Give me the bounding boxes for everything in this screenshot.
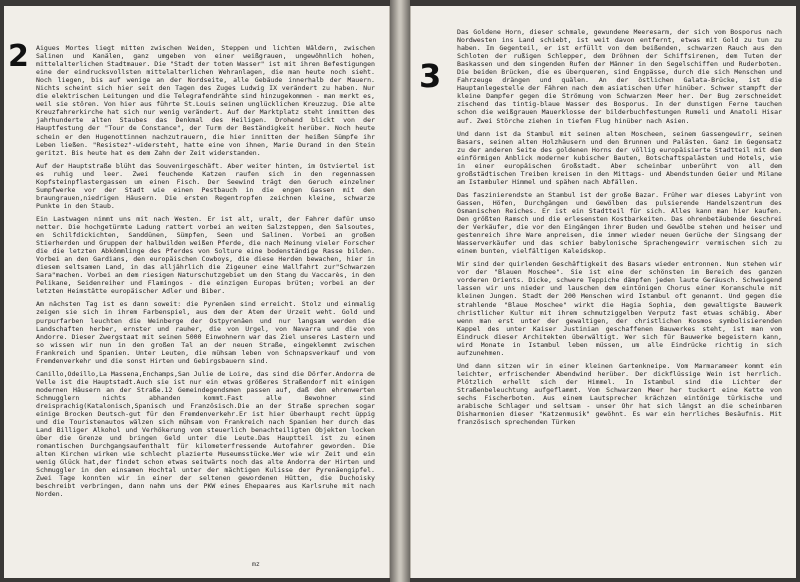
paragraph: Am nächsten Tag ist es dann soweit: die Pyrenäen sind erreicht. Stolz und einmalig zeigen sie sich in ihrem Farbenspiel, aus dem der Atem der Urzeit weht. Gold und purpurfarben leuchten die Weinberge der Ostpyrenäen und nur langsam werden die Landschaften herber, ernster und rauher, die von Urgel, von Navarra und die von Andorre. Dieser Zwergstaat mit seinen 5000 Einwohnern war das Ziel unseres Lastern und so wissen wir nun in den großen Tal an der neuen Straße, eingeklemmt zwischen Frankreich und Spanien. Unter Leuten, die mühsam leben von Schnapsverkauf und vom Fremdenverkehr und die sonst Hirten und Gebirgsbauern sind. — [36, 300, 375, 365]
book-gutter — [390, 0, 410, 582]
right-page — [410, 6, 796, 578]
left-page — [4, 6, 390, 578]
paragraph: Das faszinierendste an Stambul ist der große Bazar. Früher war dieses Labyrint von Gassen, Höfen, Durchgängen und Gewölben das pulsierende Handelszentrum des Osmanischen Reiches. Er ist ein Stadtteil für sich. Alles kann man hier kaufen. Den größten Ramsch und die erlesensten Kostbarkeiten. Das ohrenbetäubende Geschrei der Verkäufer, die vor den Eingängen ihrer Buden und Gewölbe stehen und heiser und gestenreich ihre Ware anpreisen, die immer wieder neuen Gerüche der Singsang der Wasserverkäufer und das schier babylonische Sprachengewirr vermischen sich zu einem bunten, vielfältigen Kaleidskop. — [457, 190, 782, 256]
paragraph: Aigues Mortes liegt mitten zwischen Weiden, Steppen und lichten Wäldern, zwischen Salinen und Kanälen, ganz umgeben von einer weißgrauen, ungewöhnlich hohen, mittelalterlichen Stadtmauer. Die "Stadt der toten Wasser" ist mit ihren Befestigungen eine der eindrucksvollsten mittelalterlichen Wehranlagen, die man heute noch sieht. Noch liegen, bis auf wenige an der Nordseite, alle Gebäude innerhalb der Mauern. Nichts scheint sich hier seit den Tagen des Zuges Ludwig IX verändert zu haben. Nur die elektrischen Leitungen und die Telegrafendrähte sind hinzugekommen - man merkt es, weil sie stören. Von hier aus führte St.Louis seinen unglücklichen Kreuzzug. Die alte Kreuzfahrerkirche hat sich nur wenig verändert. Auf der Marktplatz steht inmitten des jahrhunderte alten Staubes das Denkmal des Heiligen. Drohend blickt von der Hauptfestung der "Tour de Constance", der Turm der Beständigkeit herüber. Noch heute schein er den Hugenottinnen nachzutrauern, die hier innitten der heißen Sümpfe ihr Leben ließen. "Resistez"-widersteht, hatte eine von ihnen, Marie Durand in den Stein geritzt. Bis heute hat es dem Zahn der Zeit widerstanden. — [36, 44, 375, 157]
page-number-left: 2 — [8, 39, 29, 74]
paragraph: Das Goldene Horn, dieser schmale, gewundene Meeresarm, der sich vom Bosporus nach Nordwesten ins Land schiebt, ist weit davon entfernt, etwas mit Gold zu tun zu haben. Im Gegenteil, er ist erfüllt von dem beißenden, schwarzen Rauch aus den Schloten der rußigen Schlepper, dem Dröhnen der Schiffsirenen, dem Tuten der Baskassen und dem singenden Rufen der Männer in den Segelschiffen und Ruderboten. Die beiden Brücken, die es überqueren, sind Engpässe, durch die sich Menschen und Fahrzeuge drängen und quälen. An der östlichen Galata-Brücke, ist die Hauptanlegestelle der Fähren nach dem asiatischen Ufer hinüber. Schwer stampft der kleine Dampfer gegen die Strömung vom Schwarzen Meer her. Der Bug zerschneidet zischend das tintig-blaue Wasser des Bosporus. In der dunstigen Ferne tauchen schon die weißgrauen Mauerklosse der bilderbuchfestungen Rumeli und Anatoli Hisar auf. Zwei Störche ziehen in tiefem Flug hinüber nach Asien. — [457, 28, 782, 125]
left-text-column — [36, 44, 375, 504]
paragraph: Ein Lastwagen nimmt uns mit nach Westen. Er ist alt, uralt, der Fahrer dafür umso netter. Die hochgetürmte Ladung rattert vorbei an weiten Salzsteppen, den Salsoutes, en Schilfdickichten, Sanddünen, Sümpfen, Seen und Salinen. Vorbei an großen Stierherden und Gruppen der halbwilden weißen Pferde, die nach Meinung vieler Forscher die die letzten Abkömmlinge des Pferdes von Solture eine bodenständige Rasse bilden. Vorbei an den Gardians, den europäischen Cowboys, die diese Herden bewachen, hier in diesem seltsamen Land, in das alljährlich die Zigeuner eine Wallfahrt zur"Schwarzen Sara"machen. Vorbei an dem riesigen Naturschutzgebiet um den Stang du Vaccarès, in den Pelikane, Seidenreiher und Flamingos - die einzigen Europas brüten; vorbei an der letzten Heimstätte europäischer Adler und Biber. — [36, 214, 375, 296]
paragraph: Und dann sitzen wir in einer kleinen Gartenkneipe. Vom Marmarameer kommt ein leichter, erfrischender Abendwind herüber. Der dickflüssige Wein ist herrlich. Plötzlich erhellt sich der Himmel. In Istambul sind die Lichter der Straßenbeleuchtung aufgeflammt. Vom Schwarzen Meer her tuckert eine Kette von sechs Fischerboten. Aus einem Lautsprecher krächzen eintönige türkische und arabische Schlager und seltsam - unser Ohr hat sich längst an die scheinbaren Disharmonien dieser "Katzenmusik" gewöhnt. Es war ein herrliches Besäufnis. Mit französisch sprechenden Türken — [457, 361, 782, 427]
paragraph: Wir sind der quirlenden Geschäftigkeit des Basars wieder entronnen. Nun stehen wir vor der "Blauen Moschee". Sie ist eine der schönsten im Bereich des ganzen vorderen Orients. Dicke, schwere Teppiche dämpfen jeden laute Geräusch. Schweigend lassen wir uns nieder und lauschen dem eintönigen Chorus einer Koranschule mit kleinen Jungen. Stadt der 200 Menschen wird Istambul oft genannt. Und gegen die strahlende "Blaue Moschee" wirkt die Hagia Sophia, dem gewaltigste Bauwerk christlicher Kultur mit ihrem schmutziggelben Verputz fast etwas schäbig. Aber wenn man erst unter der gewaltigen, der christlichen Kosmos symbolisierenden Kappel des unter Kaiser Justinian geschaffenen Bauwerkes steht, ist man vom Eindruck dieser Architekten überwältigt. Wer sich für Bauwerke begeistern kann, wird Monate in Istambul leben müssen, um alle Eindrücke richtig in sich aufzunehmen. — [457, 260, 782, 357]
paragraph: Auf der Hauptstraße blüht das Souvenirgeschäft. Aber weiter hinten, im Ostviertel ist es ruhig und leer. Zwei feuchende Katzen raufen sich in den regennassen Kopfsteinpflastergassen um einen Fisch. Der Seewind trägt den Geruch einzelner Sumpfwerke vor der Stadt wie einen Pestbauch in die engen Gassen mit den braungrauen,niedrigen Häusern. Die ersten Regentropfen zeichnen kleine, schwarze Punkte in den Staub. — [36, 161, 375, 210]
author-initials: mz — [252, 560, 260, 568]
paragraph: Canillo,Odeillo,La Massena,Enchamps,San Julie de Loire, das sind die Dörfer.Andorra de Velle ist die Hauptstadt.Auch sie ist nur ein etwas größeres Straßendorf mit einigen modernen Häusern an der Straße.12 Gemeindegendsmen passen auf, daß den ehrenwerten Schmugglern nichts abhanden kommt.Fast alle Bewohner sind dreisprachig(Katalonisch,Spanisch und Französisch.Die an der Straße sprechen sogar einige Brocken Deutsch-gut für den Fremdenverkehr.Er ist hier überhaupt recht üppig und die Touristenautos wälzen sich mühsam von Frankreich nach Spanien her durch das Land Billiger Alkohol und Verhökerung vom steuerlich benachteiligten Objekten locken über die Grenze und bringen Geld unter die Leute.Das Hauptteil ist zu einem romantischen Durchgangsaufenthalt für kilometerfressende Autofahrer geworden. Die alten Kirchen wirken wie schlecht plazierte Museumsstücke.Wer wie wir Zeit und ein wenig Glück hat,der findet schon etwas seitwärts noch das alte Andorra der Hirten und Schmuggler in den einsamen Hochtal unter der mächtigen Kulisse der Pyrenäengipfel. Zwei Tage konnten wir in einer der seltenen gewordenen Hütten, die Duchoisky beschreibt verbringen, dann nahm uns der PKW eines Ehepaares aus Karlsruhe mit nach Norden. — [36, 369, 375, 499]
page-number-right: 3 — [419, 57, 442, 95]
right-text-column — [457, 28, 782, 431]
paragraph: Und dann ist da Stambul mit seinen alten Moscheen, seinem Gassengewirr, seinen Basars, seinen alten Holzhäusern und den Brunnen und Palästen. Ganz im Gegensatz zu der anderen Seite des goldenen Horns der völlig europäisierte Stadtteil mit dem einförmigen Anblick moderner kubischer Bauten, Botschaftspalästen und Hotels, wie in einer europäischen Großstadt. Aber scheinbar unberührt von all dem großstädtischen Treiben kreisen in den Mittags- und Abendstunden Geier und Milane am Istambuler Himmel und spähen nach Abfällen. — [457, 129, 782, 186]
